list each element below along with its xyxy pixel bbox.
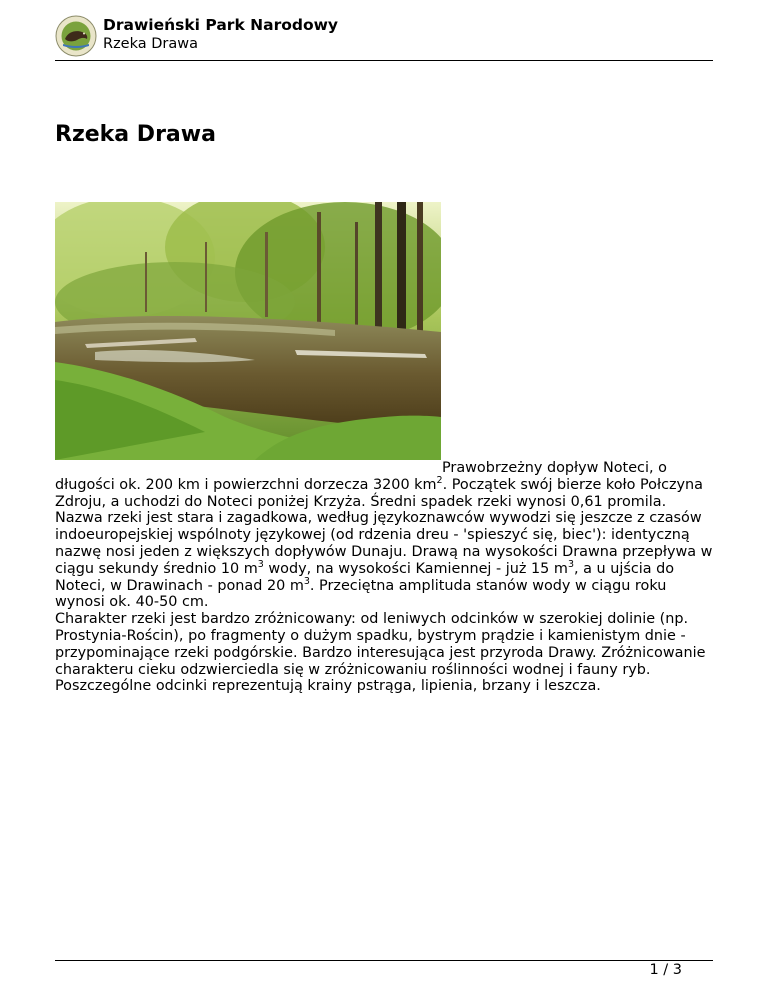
page-title: Rzeka Drawa: [55, 122, 216, 147]
image-spacer: [55, 460, 442, 476]
page-number: 1 / 3: [649, 962, 682, 978]
article-text: [55, 460, 715, 695]
header-subtitle: Rzeka Drawa: [103, 36, 199, 52]
article-paragraph-5: . Przeciętna amplituda stanów wody w ciągu roku wynosi ok. 40-50 cm.: [55, 577, 667, 611]
article-paragraph-2: . Początek swój bierze koło Połczyna Zdroju, a uchodzi do Noteci poniżej Krzyża. Średni spadek rzeki wynosi 0,61 promila. Nazwa rzeki jest stara i zagadkowa, według językoznawców wywodzi się jeszcze z czasów indoeuropejskiej wspólnoty językowej (od rdzenia dreu - 'spieszyć się, biec'): identyczną nazwę nosi jeden z większych dopływów Dunaju. Drawą na wysokości Drawna przepływa w ciągu sekundy średnio 10 m: [55, 476, 713, 577]
superscript: 3: [257, 558, 264, 570]
page-header: [55, 14, 713, 61]
drawa-park-otter-logo-icon: [55, 15, 97, 57]
article-paragraph-3: wody, na wysokości Kamiennej - już 15 m: [263, 560, 568, 577]
superscript: 3: [567, 558, 574, 570]
article-paragraph-6: Charakter rzeki jest bardzo zróżnicowany: od leniwych odcinków w szerokiej dolinie (np. Prostynia-Rościn), po fragmenty o dużym spadku, bystrym prądzie i kamienistym dnie - przypominające rzeki podgórskie. Bardzo interesująca jest przyroda Drawy. Zróżnicowanie charakteru cieku odzwierciedla się w zróżnicowaniu roślinności wodnej i fauny ryb. Poszczególne odcinki reprezentują krainy pstrąga, lipienia, brzany i leszcza.: [55, 611, 706, 695]
article-paragraph-4: , a u ujścia do Noteci, w Drawinach - ponad 20 m: [55, 560, 675, 594]
site-name: Drawieński Park Narodowy: [103, 16, 339, 34]
superscript: 3: [303, 575, 310, 587]
superscript: 2: [436, 474, 443, 486]
footer-divider: [55, 960, 713, 961]
article-paragraph-1: Prawobrzeżny dopływ Noteci, o długości ok. 200 km i powierzchni dorzecza 3200 km: [55, 460, 667, 493]
river-photo-icon: [55, 202, 441, 460]
